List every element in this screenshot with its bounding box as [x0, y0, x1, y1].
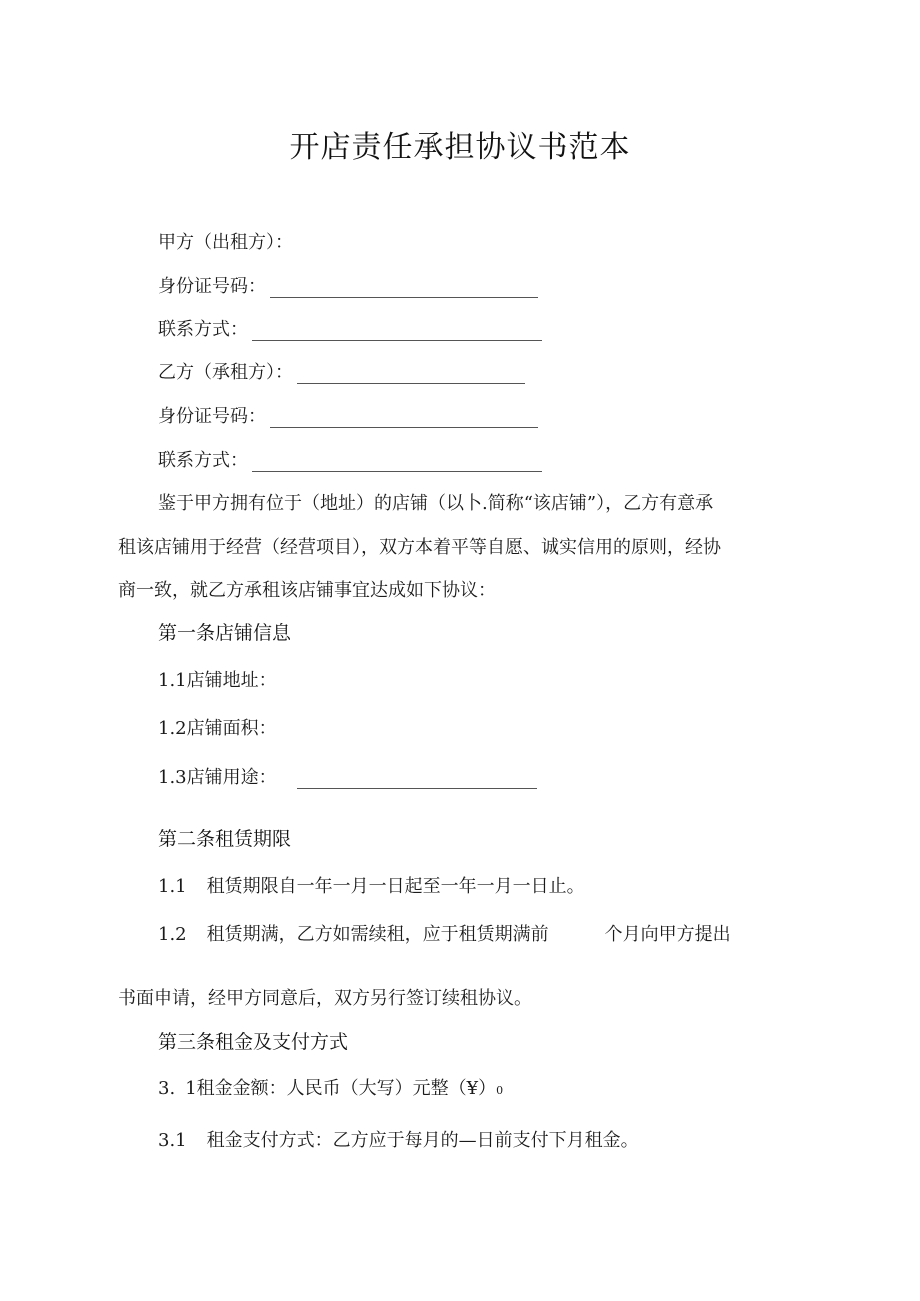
article-3-item-1: [158, 1074, 503, 1100]
party-b-blank[interactable]: [297, 365, 525, 384]
id-a-blank[interactable]: [270, 279, 538, 298]
id-a-line: [158, 272, 538, 298]
party-b-label: 乙方（承租方）：: [158, 362, 293, 383]
article-1-item-3-line: [158, 763, 537, 789]
contact-b-label: 联系方式：: [158, 450, 248, 471]
article-2-item-1-num: 1.1: [158, 876, 187, 897]
article-3-item-1-num: 3.: [158, 1078, 176, 1099]
article-3-item-1-sub: 0: [496, 1084, 504, 1097]
shop-use-blank[interactable]: [297, 770, 537, 789]
article-2-item-2: [158, 920, 731, 946]
article-3-item-2-text: 租金支付方式：乙方应于每月的—日前支付下月租金。: [206, 1130, 639, 1151]
contact-a-line: [158, 315, 542, 341]
preamble-line-3: 商一致，就乙方承租该店铺事宜达成如下协议：: [118, 580, 496, 601]
contact-b-blank[interactable]: [252, 453, 542, 472]
article-3-item-2: [158, 1126, 639, 1152]
article-1-heading: 第一条店铺信息: [158, 622, 292, 644]
article-2-item-2-text-b: 个月向甲方提出: [604, 924, 731, 945]
article-1-item-2: 1.2店铺面积：: [158, 718, 277, 739]
article-2-item-2-continuation: 书面申请，经甲方同意后，双方另行签订续租协议。: [118, 988, 532, 1009]
preamble-line-2: 租该店铺用于经营（经营项目），双方本着平等自愿、诚实信用的原则，经协: [118, 537, 721, 558]
article-1-item-1: 1.1店铺地址：: [158, 670, 277, 691]
party-b-line: [158, 358, 525, 384]
article-2-item-2-text-a: 租赁期满，乙方如需续租，应于租赁期满前: [206, 924, 549, 945]
id-b-line: [158, 402, 538, 428]
article-1-item-3: 1.3店铺用途：: [158, 767, 277, 788]
preamble-line-1: 鉴于甲方拥有位于（地址）的店铺（以卜.简称“该店铺”），乙方有意承: [158, 493, 714, 514]
article-3-item-2-num: 3.1: [158, 1130, 187, 1151]
party-a-label: 甲方（出租方）：: [158, 232, 293, 253]
article-2-item-2-num: 1.2: [158, 924, 187, 945]
document-title: 开店责任承担协议书范本: [289, 130, 631, 165]
contact-b-line: [158, 446, 542, 472]
id-b-label: 身份证号码：: [158, 406, 266, 427]
contact-a-blank[interactable]: [252, 322, 542, 341]
party-a-line: [158, 228, 293, 254]
article-2-item-1-text: 租赁期限自一年一月一日起至一年一月一日止。: [206, 876, 585, 897]
article-3-item-1-text: 1租金金额：人民币（大写）元整（¥）: [185, 1078, 497, 1099]
article-2-item-1: [158, 872, 585, 898]
id-a-label: 身份证号码：: [158, 276, 266, 297]
contact-a-label: 联系方式：: [158, 319, 248, 340]
article-3-heading: 第三条租金及支付方式: [158, 1031, 349, 1053]
id-b-blank[interactable]: [270, 409, 538, 428]
article-2-heading: 第二条租赁期限: [158, 828, 292, 850]
